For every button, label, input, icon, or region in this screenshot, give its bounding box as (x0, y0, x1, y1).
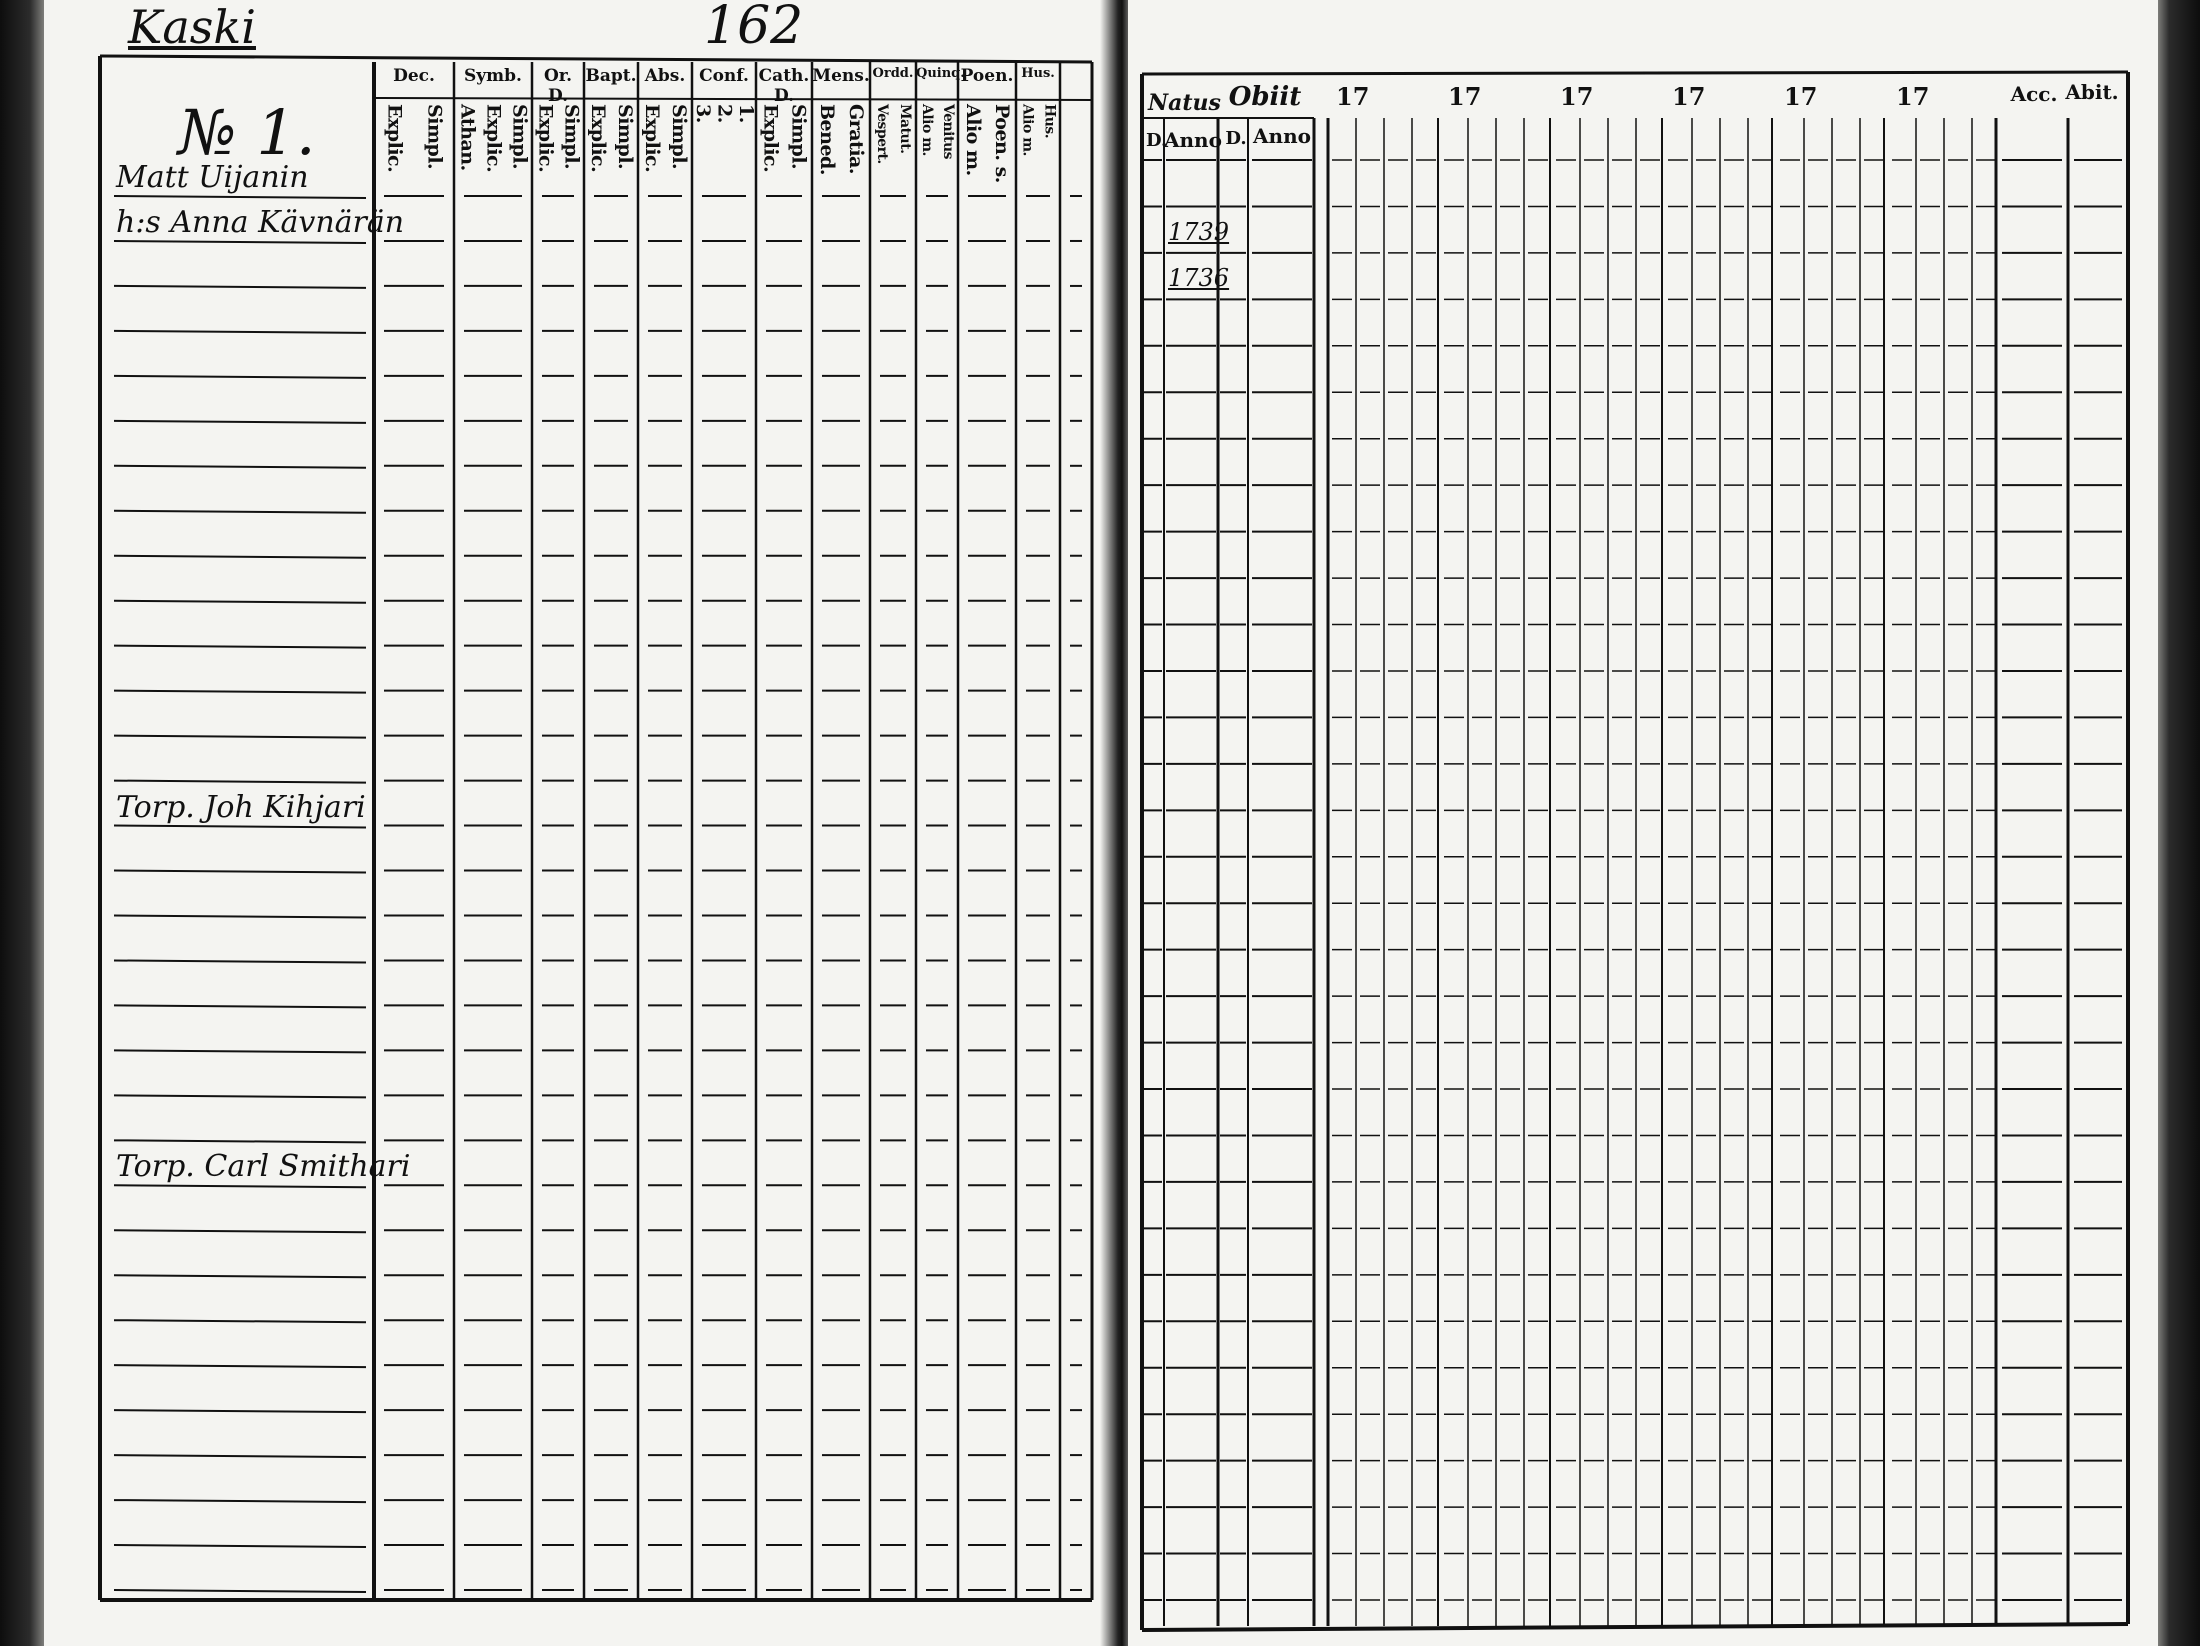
left-page (44, 0, 1108, 1646)
birth-year: 1736 (1168, 264, 1230, 293)
header-divider (374, 98, 1092, 100)
natus-anno-label: Anno (1164, 128, 1222, 152)
name-row-rule (114, 241, 366, 243)
name-row-rule (114, 691, 366, 693)
resident-name: Matt Uijanin (116, 160, 309, 195)
name-row-rule (114, 1050, 366, 1052)
natus-header: Natus (1148, 90, 1221, 116)
year-group-header: 17 (1336, 82, 1370, 111)
place-name: Kaski (128, 0, 256, 54)
obiit-day-label: D. (1225, 128, 1247, 149)
column-subheader: Explic. (587, 104, 609, 173)
birth-year: 1739 (1168, 218, 1230, 246)
column-header-title: Conf. (699, 66, 749, 86)
right-page (1128, 0, 2158, 1646)
name-row-rule (114, 1095, 366, 1097)
year-group-header: 17 (1784, 82, 1818, 111)
name-row-rule (114, 421, 366, 423)
frame-top (100, 56, 1092, 62)
column-subheader: Explic. (534, 104, 557, 173)
name-row-rule (114, 1455, 366, 1457)
name-row-rule (114, 511, 366, 513)
name-row-rule (114, 1185, 366, 1187)
obiit-header: Obiit (1228, 82, 1302, 112)
column-header-title: Symb. (464, 66, 522, 86)
name-row-rule (114, 1500, 366, 1502)
name-row-rule (114, 466, 366, 468)
name-row-rule (114, 196, 366, 198)
name-row-rule (114, 1410, 366, 1412)
column-subheader: Alio m. (1019, 104, 1036, 156)
year-group-header: 17 (1896, 82, 1930, 111)
column-subheader: Alio m. (919, 104, 935, 156)
name-row-rule (114, 331, 366, 333)
household-number: № 1. (178, 96, 316, 169)
column-subheader: Simpl. (668, 104, 690, 170)
name-row-rule (114, 556, 366, 558)
column-subheader: Venitus (940, 104, 956, 160)
resident-name: h:s Anna Kävnärän (116, 204, 405, 240)
column-header-title: Or. D. (543, 66, 573, 106)
column-subheader: 2. (713, 104, 736, 123)
year-group-header: 17 (1672, 82, 1706, 111)
column-header-title: Quinq. (916, 66, 965, 81)
name-row-rule (114, 736, 366, 738)
column-subheader: Athan. (456, 104, 479, 171)
column-header-title: Ordd. (872, 66, 914, 81)
column-subheader: Explic. (482, 104, 505, 173)
column-subheader: 3. (692, 104, 715, 123)
right-grid (1128, 0, 2158, 1646)
column-subheader: Simpl. (560, 104, 583, 170)
abiit-header: Abit. (2065, 80, 2119, 104)
name-row-rule (114, 1590, 366, 1592)
column-header-title: Poen. (960, 66, 1014, 86)
name-row-rule (114, 601, 366, 603)
column-subheader: Vespert. (874, 104, 890, 164)
name-row-rule (114, 781, 366, 783)
column-subheader: Bened. (816, 104, 838, 175)
frame-bottom (1142, 1624, 2128, 1630)
column-subheader: 1. (734, 104, 757, 123)
year-group-header: 17 (1560, 82, 1594, 111)
name-row-rule (114, 286, 366, 288)
column-subheader: Explic. (759, 104, 782, 173)
obiit-anno-label: Anno (1253, 124, 1311, 148)
column-header-title: Cath. D. (758, 66, 810, 106)
column-subheader: Hus. (1041, 104, 1058, 139)
column-subheader: Simpl. (423, 104, 446, 170)
column-subheader: Simpl. (614, 104, 636, 170)
column-header-title: Bapt. (585, 66, 637, 86)
column-subheader: Alio m. (962, 104, 984, 176)
column-subheader: Explic. (383, 104, 406, 173)
column-header-title: Mens. (812, 66, 870, 86)
name-row-rule (114, 826, 366, 828)
column-subheader: Explic. (641, 104, 663, 173)
column-header-title: Hus. (1021, 66, 1055, 81)
name-row-rule (114, 960, 366, 962)
year-group-header: 17 (1448, 82, 1482, 111)
name-row-rule (114, 1545, 366, 1547)
column-subheader: Simpl. (787, 104, 810, 170)
resident-name: Torp. Joh Kihjari (116, 789, 366, 825)
name-row-rule (114, 871, 366, 873)
column-subheader: Simpl. (508, 104, 531, 170)
column-subheader: Poen. s. (991, 104, 1013, 183)
name-row-rule (114, 1230, 366, 1232)
name-row-rule (114, 1320, 366, 1322)
column-subheader: Matut. (897, 104, 913, 154)
column-subheader: Gratia. (845, 104, 867, 174)
name-row-rule (114, 1005, 366, 1007)
column-header-title: Dec. (393, 66, 435, 86)
name-row-rule (114, 1365, 366, 1367)
page-number: 162 (704, 0, 804, 56)
name-row-rule (114, 646, 366, 648)
accessit-header: Acc. (2010, 82, 2058, 106)
name-row-rule (114, 1140, 366, 1142)
name-row-rule (114, 376, 366, 378)
resident-name: Torp. Carl Smithari (116, 1149, 411, 1185)
name-row-rule (114, 915, 366, 917)
name-row-rule (114, 1275, 366, 1277)
column-header-title: Abs. (644, 66, 686, 86)
frame-top (1142, 72, 2128, 74)
natus-day-label: D. (1146, 130, 1168, 151)
